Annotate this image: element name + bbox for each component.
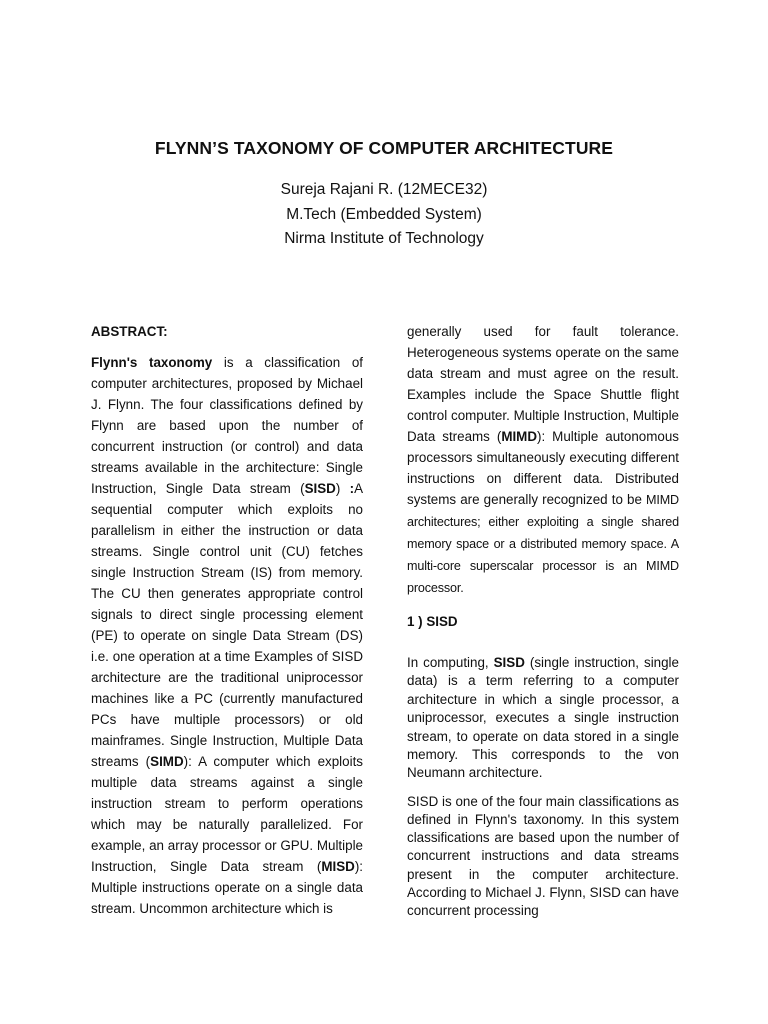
term-flynns-taxonomy: Flynn's taxonomy bbox=[91, 355, 213, 370]
text-run: A sequential computer which exploits no parallelism in either the instruction or data streams. Single control unit (CU) fetches single Instruction Stream (IS) from memory. The CU then generates appropriate control signals to direct single processing element (PE) to operate on single Data Stream (DS) i.e. one operation at a time Examples of SISD architecture are the traditional uniprocessor machines like a PC (currently manufactured PCs have multiple processors) or old mainframes. Single Instruction, Multiple Data streams ( bbox=[91, 481, 363, 769]
continued-paragraph bbox=[407, 321, 679, 599]
author-block bbox=[0, 178, 768, 252]
text-run: ) bbox=[335, 481, 350, 496]
author-name: Sureja Rajani R. (12MECE32) bbox=[280, 181, 488, 198]
text-run: In computing, bbox=[407, 655, 494, 670]
paper-title: FLYNN’S TAXONOMY OF COMPUTER ARCHITECTURE bbox=[154, 138, 614, 158]
term-sisd: SISD bbox=[304, 481, 336, 496]
left-column bbox=[91, 321, 363, 929]
term-sisd: SISD bbox=[493, 655, 525, 670]
term-mimd: MIMD bbox=[501, 429, 538, 444]
text-run: ): A computer which exploits multiple data streams against a single instruction stream to perform operations which may be naturally parallelized. For example, an array processor or GPU. Multiple Instruction, Single Data stream ( bbox=[91, 754, 363, 874]
abstract-heading: ABSTRACT: bbox=[91, 324, 168, 339]
author-institute: Nirma Institute of Technology bbox=[284, 230, 484, 247]
term-simd: SIMD bbox=[150, 754, 184, 769]
abstract-paragraph bbox=[91, 352, 363, 919]
text-run-condensed: MIMD architectures; either exploiting a single shared memory space or a distributed memory space. A multi-core superscalar processor is an MIMD processor. bbox=[407, 493, 679, 595]
right-column bbox=[407, 321, 679, 930]
term-misd: MISD bbox=[321, 859, 355, 874]
text-run: generally used for fault tolerance. Heterogeneous systems operate on the same data stream and must agree on the result. Examples include the Space Shuttle flight control computer. Multiple Instruction, Multiple Data streams ( bbox=[407, 324, 679, 444]
sisd-paragraph-1 bbox=[407, 654, 679, 783]
text-run: (single instruction, single data) is a term referring to a computer architecture in which a single processor, a uniprocessor, executes a single instruction stream, to operate on data stored in a single memory. This corresponds to the von Neumann architecture. bbox=[407, 655, 679, 781]
text-run: ): Multiple instructions operate on a single data stream. Uncommon architecture which is bbox=[91, 859, 363, 916]
section-heading-sisd: 1 ) SISD bbox=[407, 614, 458, 629]
text-run: ): Multiple autonomous processors simultaneously executing different instructions on different data. Distributed systems are generally recognized to be bbox=[407, 429, 679, 507]
sisd-paragraph-2: SISD is one of the four main classifications as defined in Flynn's taxonomy. In this system classifications are based upon the number of concurrent instructions and data streams present in the computer architecture. According to Michael J. Flynn, SISD can have concurrent processing bbox=[407, 793, 679, 919]
author-degree: M.Tech (Embedded System) bbox=[286, 205, 482, 223]
colon: : bbox=[349, 481, 355, 496]
text-run: is a classification of computer architectures, proposed by Michael J. Flynn. The four classifications defined by Flynn are based upon the number of concurrent instruction (or control) and data streams available in the architecture: Single Instruction, Single Data stream ( bbox=[91, 355, 363, 496]
